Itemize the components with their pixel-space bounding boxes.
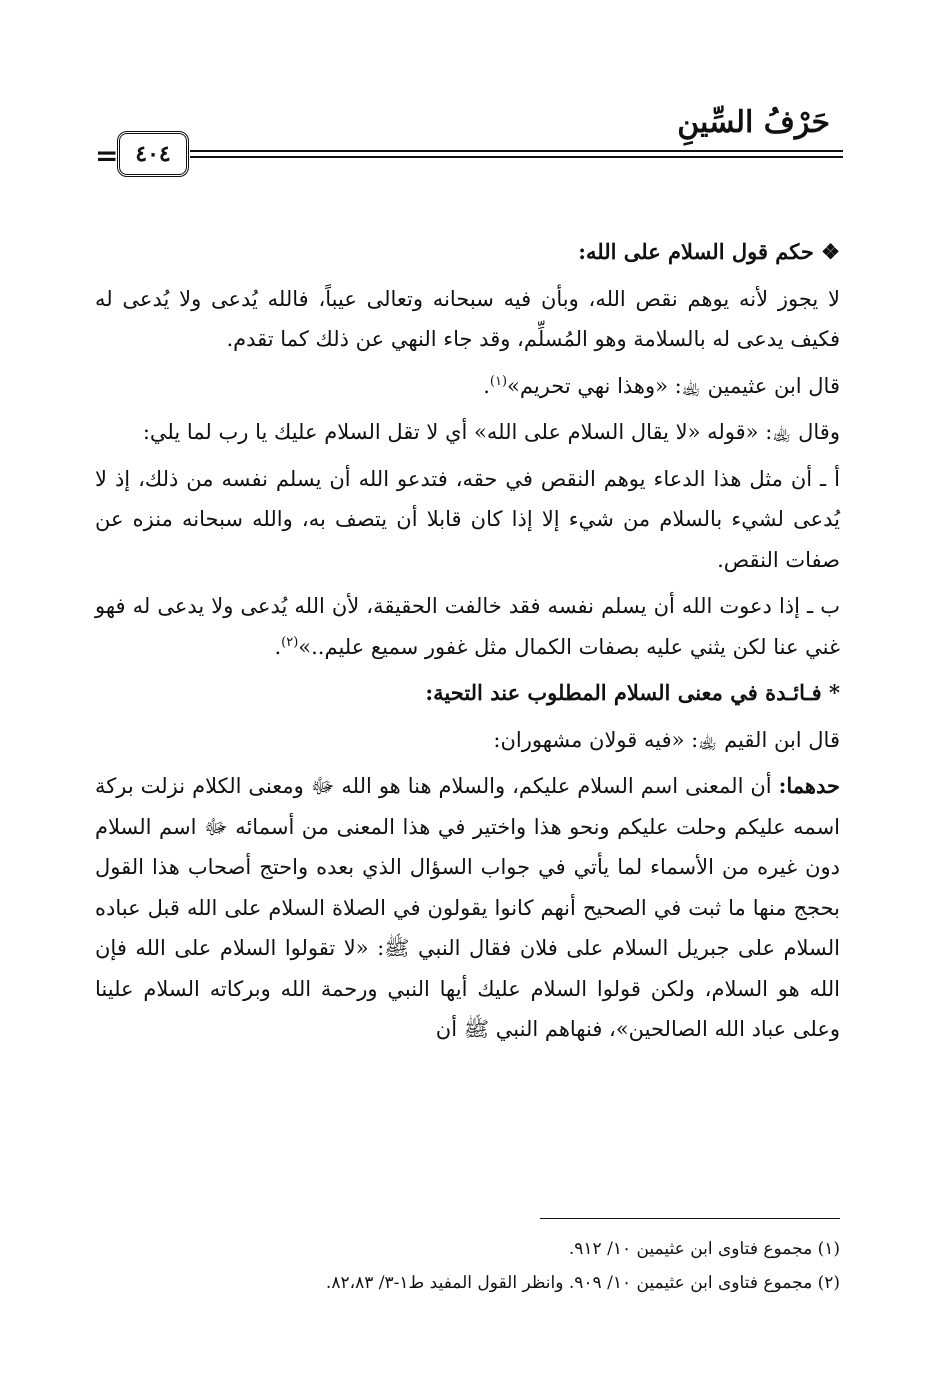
footnote-divider bbox=[540, 1218, 840, 1219]
footnotes bbox=[95, 1232, 840, 1300]
paragraph bbox=[95, 766, 840, 1050]
first-label: حدهما: bbox=[778, 773, 840, 798]
header-rule bbox=[190, 150, 843, 152]
quote-ibn-uthaymeen bbox=[95, 366, 840, 407]
paragraph: لا يجوز لأنه يوهم نقص الله، وبأن فيه سبحانه وتعالى عيباً، فالله يُدعى ولا يُدعى له فكيف يدعى له بالسلامة وهو المُسلِّم، وقد جاء النهي عن ذلك كما تقدم. bbox=[95, 286, 840, 351]
chapter-title: حَرْفُ السِّينِ bbox=[677, 105, 830, 140]
page-number: ٤٠٤ bbox=[117, 131, 189, 177]
paragraph: قال ابن القيم ﵀: «فيه قولان مشهوران: bbox=[493, 727, 840, 752]
paragraph: وقال ﵀: «قوله «لا يقال السلام على الله» أي لا تقل السلام عليك يا رب لما يلي: bbox=[142, 420, 840, 444]
footnote-ref: (٢) bbox=[281, 634, 299, 650]
footnote: (١) مجموع فتاوى ابن عثيمين ١٠/ ٩١٢. bbox=[568, 1239, 840, 1259]
quote-end: . bbox=[483, 373, 490, 398]
page-header bbox=[95, 95, 840, 185]
section-heading: * فـائـدة في معنى السلام المطلوب عند التحية: bbox=[425, 680, 840, 705]
point-a: أ ـ أن مثل هذا الدعاء يوهم النقص في حقه، فتدعو الله أن يسلم نفسه من ذلك، إذ لا يُدعى لشيء بالسلام من شيء إلا إذا كان قابلا أن يتصف به، والله سبحانه منزه عن صفات النقص. bbox=[95, 466, 840, 572]
point-b-text: ب ـ إذا دعوت الله أن يسلم نفسه فقد خالفت الحقيقة، لأن الله يُدعى ولا يدعى له فهو غني عنا لكن يثني عليه بصفات الكمال مثل غفور سميع عليم..» bbox=[95, 594, 840, 659]
first-text: أن المعنى اسم السلام عليكم، والسلام هنا هو الله ﷻ ومعنى الكلام نزلت بركة اسمه عليكم وحلت عليكم ونحو هذا واختير في هذا المعنى من أسمائه ﷻ اسم السلام دون غيره من الأسماء لما يأتي في جواب السؤال الذي بعده واحتج أصحاب هذا القول بحجج منها ما ثبت في الصحيح أنهم كانوا يقولون في الصلاة السلام على الله قبل عباده السلام على جبريل السلام على فلان فقال النبي ﷺ: «لا تقولوا السلام على الله فإن الله هو السلام، ولكن قولوا السلام عليك أيها النبي ورحمة الله وبركاته السلام علينا وعلى عباد الله الصالحين»، فنهاهم النبي ﷺ أن bbox=[95, 774, 841, 1041]
footnote: (٢) مجموع فتاوى ابن عثيمين ١٠/ ٩٠٩. وانظر القول المفيد ط١-٣/ ٨٢،٨٣. bbox=[325, 1273, 840, 1293]
point-b-end: . bbox=[274, 634, 282, 659]
quote-text: قال ابن عثيمين ﵀: «وهذا نهي تحريم» bbox=[507, 373, 840, 398]
header-rule-double bbox=[190, 156, 843, 158]
point-b bbox=[95, 586, 840, 667]
page-body bbox=[95, 232, 840, 1056]
section-heading: ❖ حكم قول السلام على الله: bbox=[578, 239, 840, 264]
header-equals-mark: = bbox=[95, 139, 119, 172]
footnote-ref: (١) bbox=[489, 373, 508, 389]
